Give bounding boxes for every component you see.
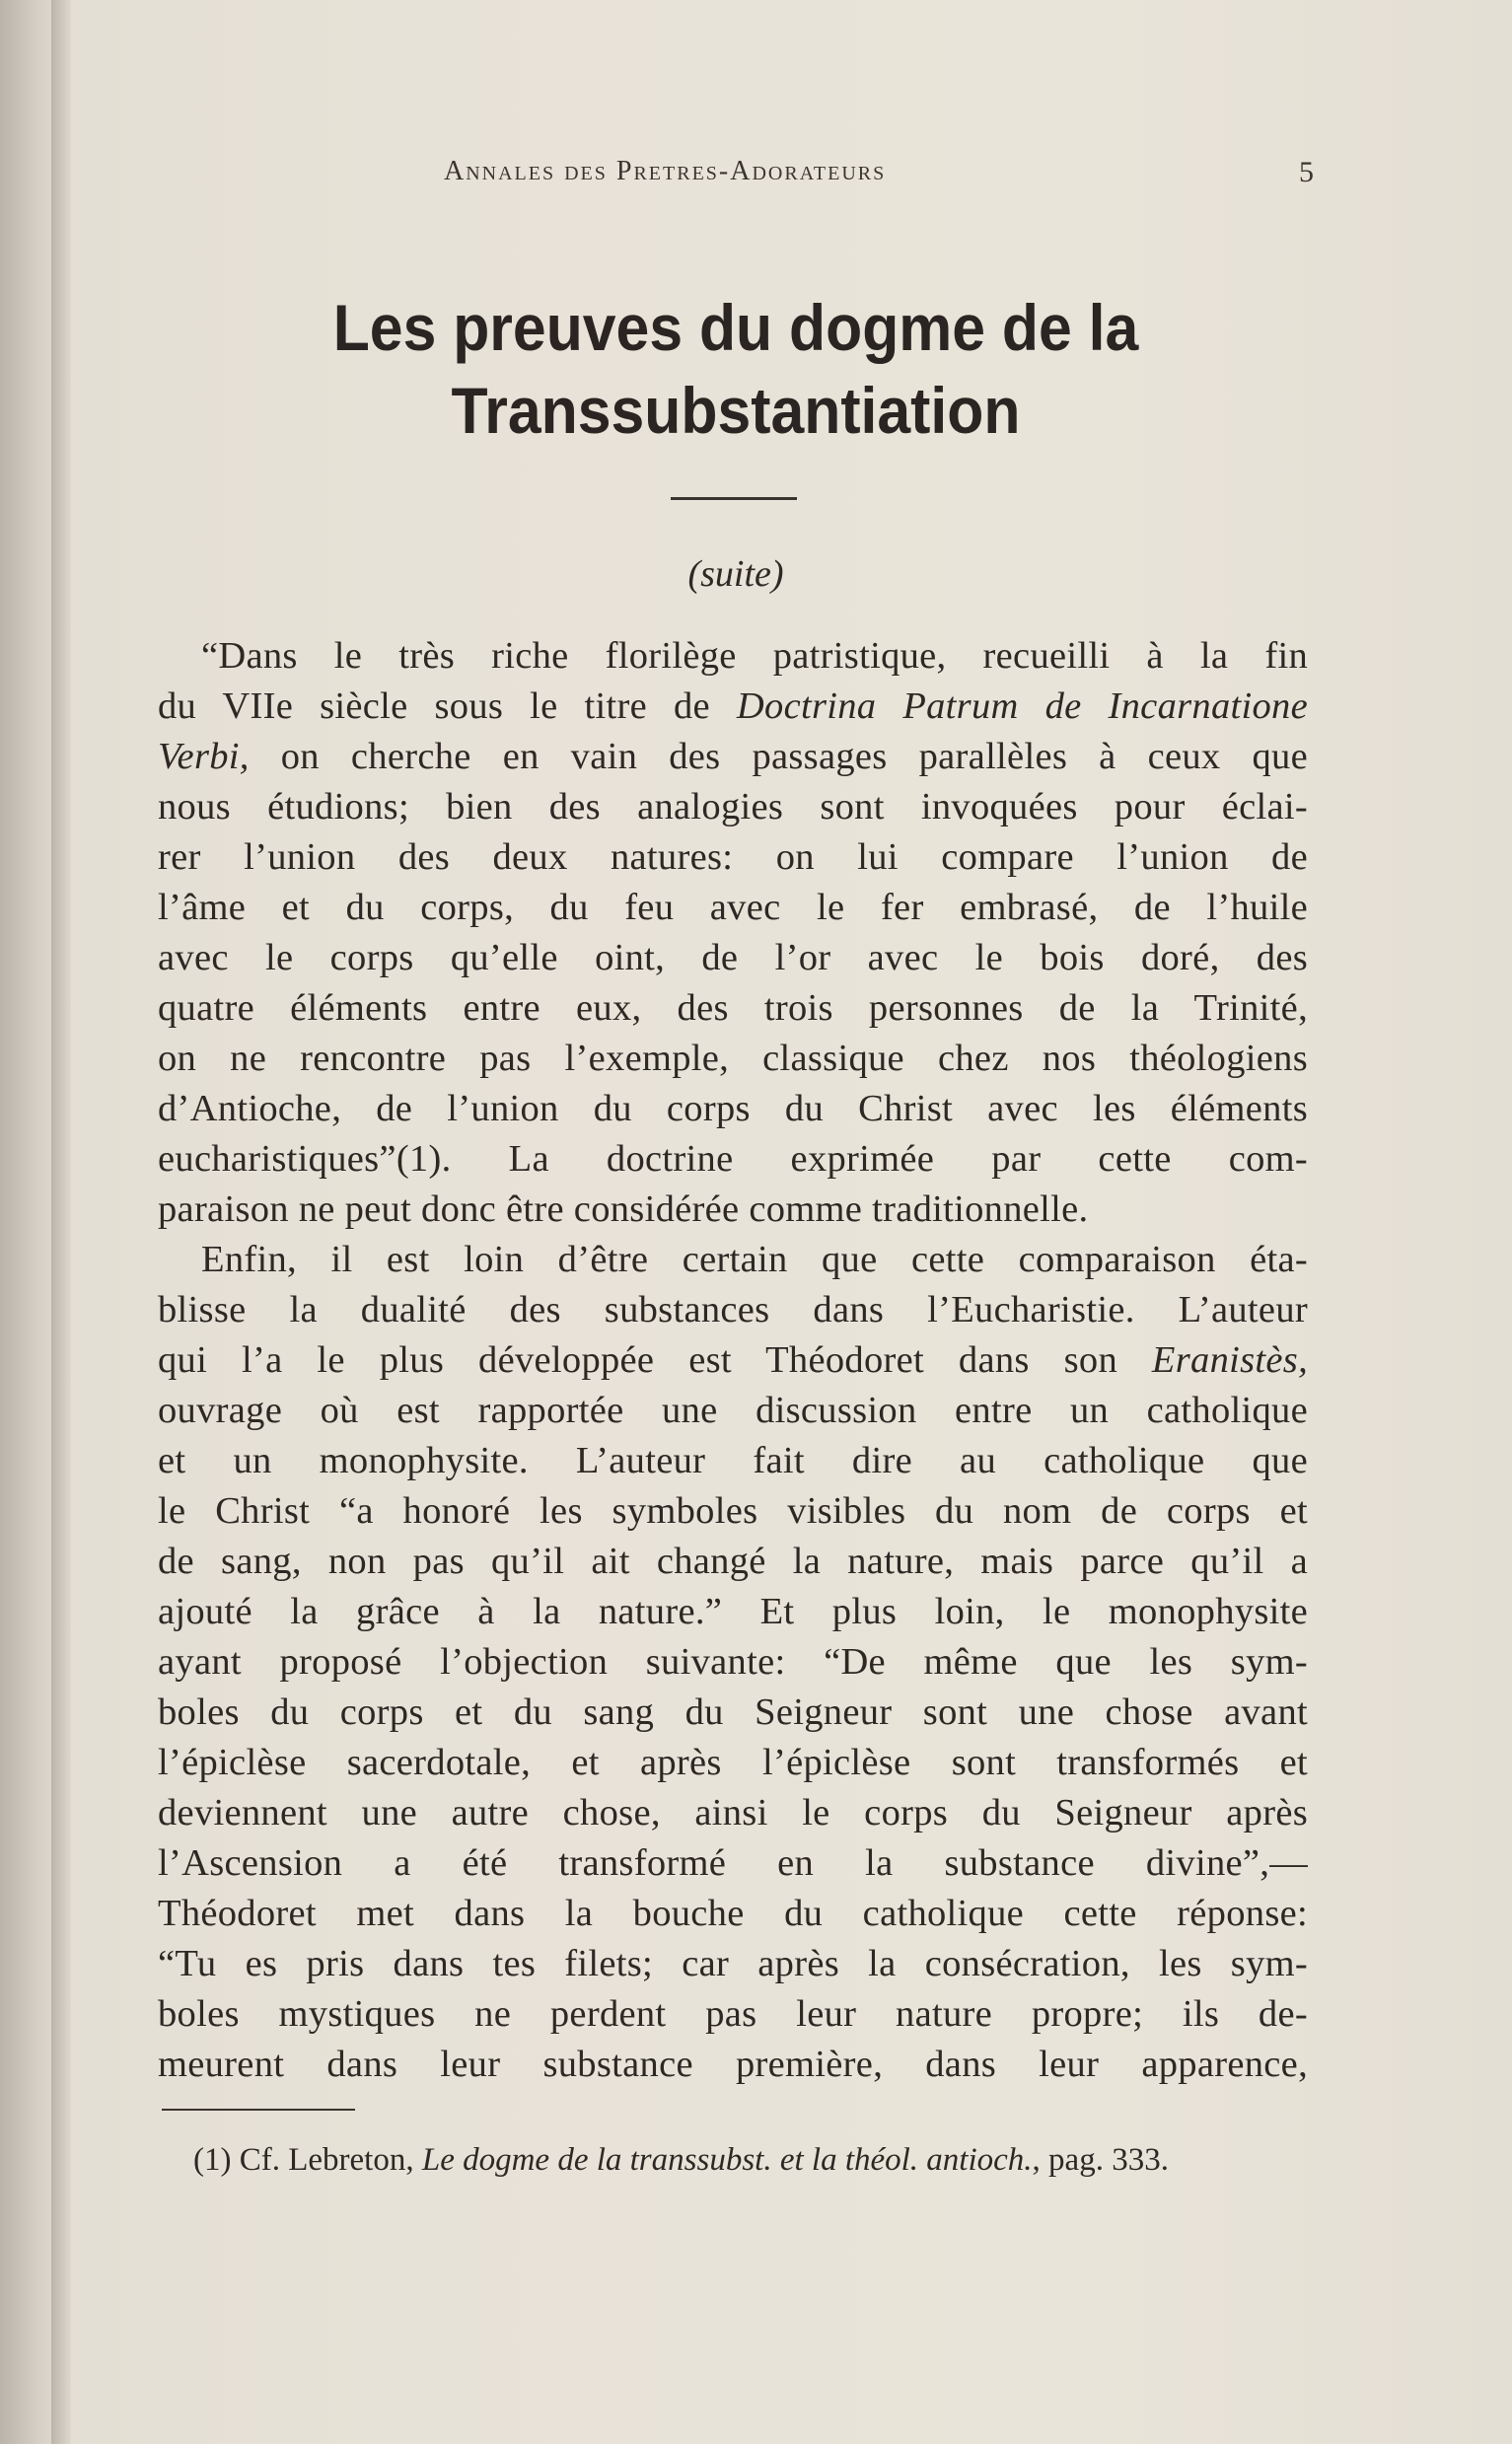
footnote-work-title: Le dogme de la transsubst. et la théol. antioch. (421, 2142, 1033, 2178)
body-line (158, 682, 1308, 732)
body-line: nous étudions; bien des analogies sont invoquées pour éclai- (158, 786, 1308, 827)
page-number: 5 (1299, 156, 1314, 188)
body-line: ouvrage où est rapportée une discussion entre un catholique (158, 1390, 1308, 1431)
italic-title-segment: Verbi, (158, 736, 250, 777)
body-line (158, 732, 1308, 782)
body-text-segment: on cherche en vain des passages parallèles à ceux que (249, 736, 1308, 777)
article-body (158, 631, 1308, 2090)
body-line: deviennent une autre chose, ainsi le corps du Seigneur après (158, 1792, 1308, 1833)
title-line-1: Les preuves du dogme de la (332, 291, 1139, 364)
body-text-segment: du VIIe siècle sous le titre de (158, 685, 737, 727)
body-line: meurent dans leur substance première, dans leur apparence, (158, 2044, 1308, 2085)
footnote-divider (162, 2109, 355, 2111)
running-head: Annales des Pretres-Adorateurs (444, 156, 887, 186)
body-line: quatre éléments entre eux, des trois personnes de la Trinité, (158, 987, 1308, 1029)
body-line: boles du corps et du sang du Seigneur sont une chose avant (158, 1691, 1308, 1733)
body-line: l’Ascension a été transformé en la substance divine”,— (158, 1842, 1308, 1884)
body-text-segment: qui l’a le plus développée est Théodoret dans son (158, 1339, 1152, 1381)
footnote-rest: , pag. 333. (1032, 2142, 1169, 2178)
body-line: “Tu es pris dans tes filets; car après la consécration, les sym- (158, 1943, 1308, 1984)
page-header (158, 156, 1314, 195)
body-line: Théodoret met dans la bouche du catholique cette réponse: (158, 1893, 1308, 1934)
title-divider (671, 497, 797, 500)
body-line: et un monophysite. L’auteur fait dire au catholique que (158, 1440, 1308, 1481)
italic-title-segment: Doctrina Patrum de Incarnatione (736, 685, 1308, 727)
footnote-marker: (1) (193, 2142, 232, 2178)
body-line: rer l’union des deux natures: on lui compare l’union de (158, 836, 1308, 878)
body-line: eucharistiques”(1). La doctrine exprimée par cette com- (158, 1138, 1308, 1180)
body-line: avec le corps qu’elle oint, de l’or avec le bois doré, des (158, 937, 1308, 978)
footnote (193, 2142, 1308, 2179)
body-line: ajouté la grâce à la nature.” Et plus loin, le monophysite (158, 1591, 1308, 1632)
body-line: l’âme et du corps, du feu avec le fer embrasé, de l’huile (158, 887, 1308, 928)
body-line: l’épiclèse sacerdotale, et après l’épiclèse sont transformés et (158, 1742, 1308, 1783)
body-line: “Dans le très riche florilège patristique, recueilli à la fin (201, 635, 1308, 677)
body-line: paraison ne peut donc être considérée comme traditionnelle. (158, 1188, 1089, 1230)
body-line: blisse la dualité des substances dans l’Eucharistie. L’auteur (158, 1289, 1308, 1330)
body-line: d’Antioche, de l’union du corps du Christ avec les éléments (158, 1088, 1308, 1129)
title-line-2: Transsubstantiation (451, 374, 1021, 447)
body-line: Enfin, il est loin d’être certain que cette comparaison éta- (201, 1239, 1308, 1280)
italic-title-segment: Eranistès, (1151, 1339, 1308, 1381)
body-line: ayant proposé l’objection suivante: “De même que les sym- (158, 1641, 1308, 1683)
body-line: on ne rencontre pas l’exemple, classique chez nos théologiens (158, 1038, 1308, 1079)
footnote-author: Cf. Lebreton, (231, 2142, 422, 2178)
body-line (158, 1335, 1308, 1386)
body-line: de sang, non pas qu’il ait changé la nature, mais parce qu’il a (158, 1541, 1308, 1582)
article-title (204, 286, 1267, 452)
body-line: le Christ “a honoré les symboles visibles du nom de corps et (158, 1490, 1308, 1532)
binding-gutter (51, 0, 71, 2444)
body-line: boles mystiques ne perdent pas leur nature propre; ils de- (158, 1993, 1308, 2035)
article-subtitle: (suite) (687, 553, 784, 595)
